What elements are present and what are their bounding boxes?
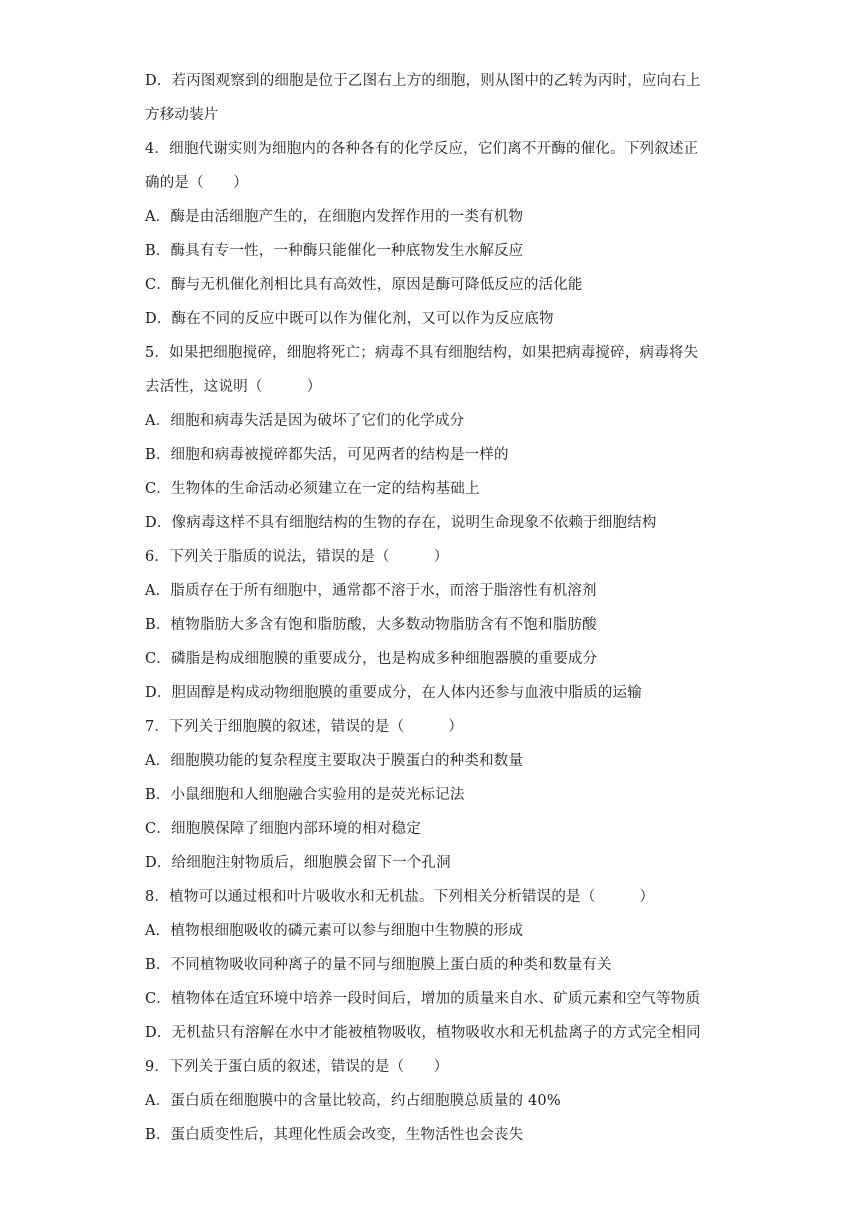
- option-c: C．磷脂是构成细胞膜的重要成分，也是构成多种细胞器膜的重要成分: [145, 651, 598, 667]
- question-4-stem: 4．细胞代谢实则为细胞内的各种各有的化学反应，它们离不开酶的催化。下列叙述正: [145, 141, 699, 157]
- text-line: 去活性，这说明（ ）: [145, 379, 322, 395]
- option-d: D．酶在不同的反应中既可以作为催化剂，又可以作为反应底物: [145, 311, 554, 327]
- option-b: B．不同植物吸收同种离子的量不同与细胞膜上蛋白质的种类和数量有关: [145, 957, 612, 973]
- option-d: D．胆固醇是构成动物细胞膜的重要成分，在人体内还参与血液中脂质的运输: [145, 685, 642, 701]
- text-line: 确的是（ ）: [145, 175, 248, 191]
- option-c: C．生物体的生命活动必须建立在一定的结构基础上: [145, 481, 480, 497]
- option-b: B．蛋白质变性后，其理化性质会改变，生物活性也会丧失: [145, 1127, 524, 1143]
- text-line: 方移动装片: [145, 107, 219, 123]
- option-a: A．酶是由活细胞产生的，在细胞内发挥作用的一类有机物: [145, 209, 524, 225]
- option-a: A．植物根细胞吸收的磷元素可以参与细胞中生物膜的形成: [145, 923, 524, 939]
- option-b: B．小鼠细胞和人细胞融合实验用的是荧光标记法: [145, 787, 465, 803]
- option-a: A．细胞和病毒失活是因为破坏了它们的化学成分: [145, 413, 465, 429]
- text-line: D．若丙图观察到的细胞是位于乙图右上方的细胞，则从图中的乙转为丙时，应向右上: [145, 73, 701, 89]
- option-c: C．细胞膜保障了细胞内部环境的相对稳定: [145, 821, 421, 837]
- option-d: D．无机盐只有溶解在水中才能被植物吸收，植物吸收水和无机盐离子的方式完全相同: [145, 1025, 701, 1041]
- option-b: B．酶具有专一性，一种酶只能催化一种底物发生水解反应: [145, 243, 524, 259]
- question-5-stem: 5．如果把细胞搅碎，细胞将死亡；病毒不具有细胞结构，如果把病毒搅碎，病毒将失: [145, 345, 699, 361]
- question-7-stem: 7．下列关于细胞膜的叙述，错误的是（ ）: [145, 719, 464, 735]
- question-6-stem: 6．下列关于脂质的说法，错误的是（ ）: [145, 549, 449, 565]
- option-a: A．蛋白质在细胞膜中的含量比较高，约占细胞膜总质量的 40%: [145, 1093, 561, 1109]
- option-d: D．像病毒这样不具有细胞结构的生物的存在，说明生命现象不依赖于细胞结构: [145, 515, 657, 531]
- option-c: C．植物体在适宜环境中培养一段时间后，增加的质量来自水、矿质元素和空气等物质: [145, 991, 701, 1007]
- option-b: B．细胞和病毒被搅碎都失活，可见两者的结构是一样的: [145, 447, 509, 463]
- option-c: C．酶与无机催化剂相比具有高效性，原因是酶可降低反应的活化能: [145, 277, 583, 293]
- question-9-stem: 9．下列关于蛋白质的叙述，错误的是（ ）: [145, 1059, 449, 1075]
- option-d: D．给细胞注射物质后，细胞膜会留下一个孔洞: [145, 855, 451, 871]
- option-b: B．植物脂肪大多含有饱和脂肪酸，大多数动物脂肪含有不饱和脂肪酸: [145, 617, 597, 633]
- option-a: A．细胞膜功能的复杂程度主要取决于膜蛋白的种类和数量: [145, 753, 524, 769]
- option-a: A．脂质存在于所有细胞中，通常都不溶于水，而溶于脂溶性有机溶剂: [145, 583, 597, 599]
- question-8-stem: 8．植物可以通过根和叶片吸收水和无机盐。下列相关分析错误的是（ ）: [145, 889, 655, 905]
- question-text: [145, 64, 725, 1152]
